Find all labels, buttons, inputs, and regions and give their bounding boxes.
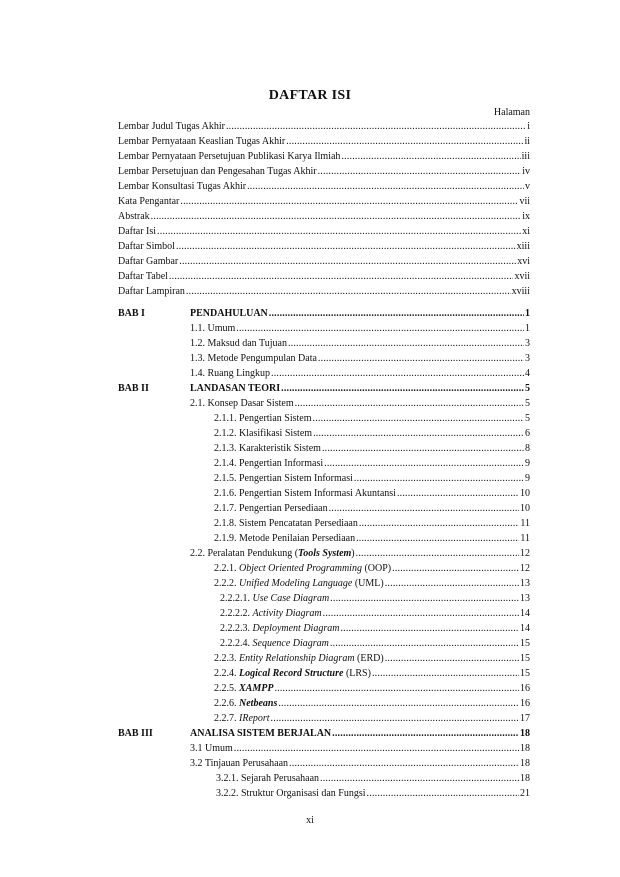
toc-section: 1.3. Metode Pengumpulan Data ..... 3 <box>190 351 530 365</box>
toc-section: 1.1. Umum ..... 1 <box>190 321 530 335</box>
chapter-title: PENDAHULUAN ..... 1 <box>190 306 530 320</box>
toc-subsection: 2.1.2. Klasifikasi Sistem ..... 6 <box>214 426 530 440</box>
toc-subsection: 2.1.5. Pengertian Sistem Informasi ..... 9 <box>214 471 530 485</box>
page-number: xi <box>306 815 314 826</box>
chapter-number: BAB III <box>118 728 153 739</box>
page-title: DAFTAR ISI <box>268 88 352 103</box>
toc-section: 1.4. Ruang Lingkup ..... 4 <box>190 366 530 380</box>
toc-entry: Lembar Persetujuan dan Pengesahan Tugas Akhir ..... iv <box>118 164 530 178</box>
toc-entry: Daftar Tabel ..... xvii <box>118 269 530 283</box>
toc-subsubsection: 2.2.2.2. Activity Diagram ..... 14 <box>220 606 530 620</box>
halaman-label: Halaman <box>493 107 530 118</box>
toc-subsection: 2.1.1. Pengertian Sistem ..... 5 <box>214 411 530 425</box>
toc-entry: Lembar Pernyataan Persetujuan Publikasi Karya Ilmiah ..... iii <box>118 149 530 163</box>
toc-subsection: 2.1.7. Pengertian Persediaan ..... 10 <box>214 501 530 515</box>
toc-subsection: 3.2.2. Struktur Organisasi dan Fungsi ..... 21 <box>216 786 530 800</box>
toc-entry: Daftar Simbol ..... xiii <box>118 239 530 253</box>
toc-section: 1.2. Maksud dan Tujuan ..... 3 <box>190 336 530 350</box>
toc-entry: Lembar Pernyataan Keaslian Tugas Akhir ..... ii <box>118 134 530 148</box>
toc-entry: Abstrak ..... ix <box>118 209 530 223</box>
chapter-title: ANALISA SISTEM BERJALAN ..... 18 <box>190 726 530 740</box>
toc-entry: Daftar Lampiran ..... xviii <box>118 284 530 298</box>
toc-subsubsection: 2.2.2.3. Deployment Diagram ..... 14 <box>220 621 530 635</box>
toc-subsection: 2.1.6. Pengertian Sistem Informasi Akuntansi ..... 10 <box>214 486 530 500</box>
toc-entry: Kata Pengantar ..... vii <box>118 194 530 208</box>
toc-entry: Daftar Isi ..... xi <box>118 224 530 238</box>
toc-section: 2.2. Peralatan Pendukung (Tools System) ..... 12 <box>190 546 530 560</box>
toc-subsubsection: 2.2.2.4. Sequence Diagram ..... 15 <box>220 636 530 650</box>
toc-entry: Daftar Gambar ..... xvi <box>118 254 530 268</box>
toc-subsection: 2.2.5. XAMPP ..... 16 <box>214 681 530 695</box>
toc-subsection: 2.1.4. Pengertian Informasi ..... 9 <box>214 456 530 470</box>
toc-subsection: 2.2.3. Entity Relationship Diagram (ERD) ..... 15 <box>214 651 530 665</box>
toc-subsection: 2.2.7. IReport ..... 17 <box>214 711 530 725</box>
toc-subsection: 2.2.2. Unified Modeling Language (UML) ..... 13 <box>214 576 530 590</box>
toc-subsection: 2.1.8. Sistem Pencatatan Persediaan ..... 11 <box>214 516 530 530</box>
toc-section: 2.1. Konsep Dasar Sistem ..... 5 <box>190 396 530 410</box>
toc-subsubsection: 2.2.2.1. Use Case Diagram ..... 13 <box>220 591 530 605</box>
toc-section: 3.2 Tinjauan Perusahaan ..... 18 <box>190 756 530 770</box>
toc-section: 3.1 Umum ..... 18 <box>190 741 530 755</box>
toc-entry: Lembar Judul Tugas Akhir ..... i <box>118 119 530 133</box>
toc-subsection: 2.1.9. Metode Penilaian Persediaan ..... 11 <box>214 531 530 545</box>
toc-subsection: 2.2.1. Object Oriented Programming (OOP) ..... 12 <box>214 561 530 575</box>
toc-subsection: 3.2.1. Sejarah Perusahaan ..... 18 <box>216 771 530 785</box>
chapter-title: LANDASAN TEORI ..... 5 <box>190 381 530 395</box>
toc-entry: Lembar Konsultasi Tugas Akhir ..... v <box>118 179 530 193</box>
toc-subsection: 2.1.3. Karakteristik Sistem ..... 8 <box>214 441 530 455</box>
toc-subsection: 2.2.6. Netbeans ..... 16 <box>214 696 530 710</box>
toc-subsection: 2.2.4. Logical Record Structure (LRS) ..... 15 <box>214 666 530 680</box>
chapter-number: BAB I <box>118 308 145 319</box>
chapter-number: BAB II <box>118 383 149 394</box>
